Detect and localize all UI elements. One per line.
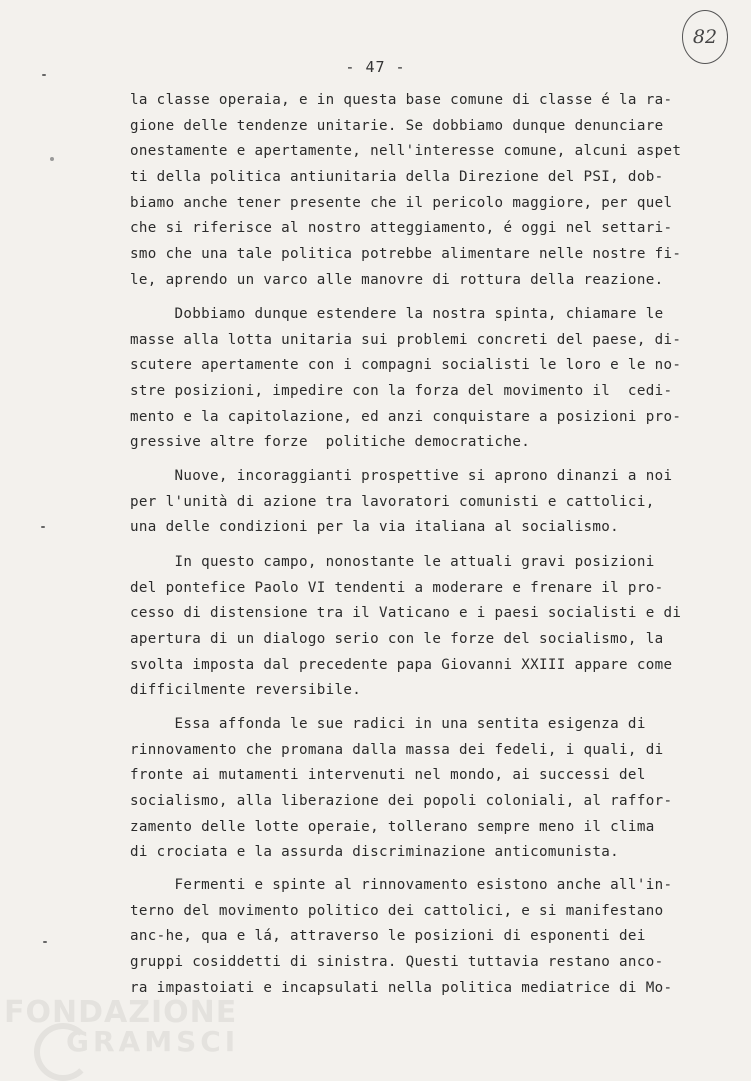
paragraph-2 <box>130 302 690 456</box>
margin-mark <box>42 74 46 76</box>
text-line: onestamente e apertamente, nell'interesse comune, alcuni aspet <box>130 143 682 160</box>
text-line: Dobbiamo dunque estendere la nostra spinta, chiamare le <box>130 306 664 322</box>
watermark-line2: GRAMSCI <box>66 1025 240 1058</box>
text-line: gressive altre forze politiche democratiche. <box>130 434 531 451</box>
text-line: Essa affonda le sue radici in una sentita esigenza di <box>130 716 646 732</box>
text-line: masse alla lotta unitaria sui problemi concreti del paese, di- <box>130 331 682 348</box>
margin-mark <box>50 157 54 161</box>
text-line: per l'unità di azione tra lavoratori comunisti e cattolici, <box>130 493 655 510</box>
text-line: zamento delle lotte operaie, tollerano sempre meno il clima <box>130 818 655 835</box>
text-line: In questo campo, nonostante le attuali gravi posizioni <box>130 554 655 570</box>
watermark-line1: FONDAZIONE <box>4 995 238 1030</box>
text-line: fronte ai mutamenti intervenuti nel mondo, ai successi del <box>130 767 646 784</box>
archive-watermark <box>4 995 244 1075</box>
text-line: rinnovamento che promana dalla massa dei fedeli, i quali, di <box>130 741 664 758</box>
text-line: Fermenti e spinte al rinnovamento esistono anche all'in- <box>130 877 673 893</box>
text-line: cesso di distensione tra il Vaticano e i paesi socialisti e di <box>130 605 682 622</box>
text-line: anc-he, qua e lá, attraverso le posizioni di esponenti dei <box>130 928 646 945</box>
text-line: gruppi cosiddetti di sinistra. Questi tuttavia restano anco- <box>130 954 664 971</box>
page-number: - 47 - <box>345 58 406 76</box>
text-line: difficilmente reversibile. <box>130 682 362 699</box>
text-line: ti della politica antiunitaria della Direzione del PSI, dob- <box>130 169 664 186</box>
paragraph-1 <box>130 88 690 294</box>
text-line: Nuove, incoraggianti prospettive si aprono dinanzi a noi <box>130 468 673 484</box>
text-line: smo che una tale politica potrebbe alimentare nelle nostre fi- <box>130 246 682 263</box>
text-line: la classe operaia, e in questa base comune di classe é la ra- <box>130 92 673 108</box>
margin-mark <box>43 941 47 943</box>
text-line: socialismo, alla liberazione dei popoli coloniali, al raffor- <box>130 793 673 810</box>
text-line: di crociata e la assurda discriminazione anticomunista. <box>130 844 620 861</box>
text-line: una delle condizioni per la via italiana al socialismo. <box>130 519 620 536</box>
text-line: le, aprendo un varco alle manovre di rottura della reazione. <box>130 271 664 288</box>
text-line: gione delle tendenze unitarie. Se dobbiamo dunque denunciare <box>130 117 664 134</box>
archive-page-stamp: 82 <box>682 10 728 64</box>
text-line: apertura di un dialogo serio con le forze del socialismo, la <box>130 631 664 648</box>
text-line: mento e la capitolazione, ed anzi conquistare a posizioni pro- <box>130 408 682 425</box>
text-line: terno del movimento politico dei cattolici, e si manifestano <box>130 902 664 919</box>
paragraph-6 <box>130 873 690 1001</box>
margin-mark <box>41 526 45 528</box>
paragraph-5 <box>130 712 690 866</box>
paragraph-3 <box>130 464 690 541</box>
text-line: ra impastoiati e incapsulati nella politica mediatrice di Mo- <box>130 979 673 996</box>
paragraph-4 <box>130 550 690 704</box>
text-line: biamo anche tener presente che il pericolo maggiore, per quel <box>130 194 673 211</box>
text-line: scutere apertamente con i compagni socialisti le loro e le no- <box>130 357 682 374</box>
text-line: stre posizioni, impedire con la forza del movimento il cedi- <box>130 383 673 400</box>
text-line: del pontefice Paolo VI tendenti a moderare e frenare il pro- <box>130 579 664 596</box>
text-line: che si riferisce al nostro atteggiamento, é oggi nel settari- <box>130 220 673 237</box>
text-line: svolta imposta dal precedente papa Giovanni XXIII appare come <box>130 656 673 673</box>
